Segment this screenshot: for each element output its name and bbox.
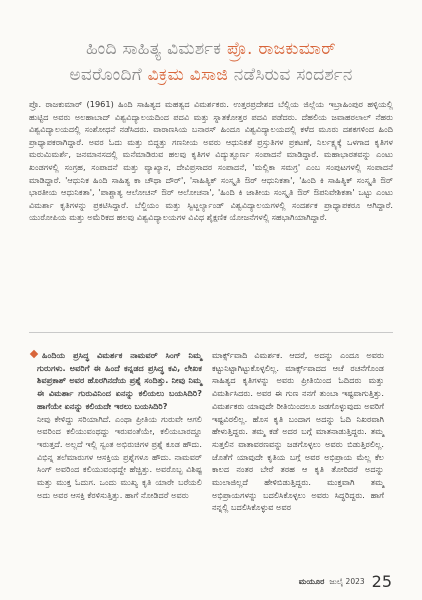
left-column xyxy=(37,349,202,501)
answer-left-text: ನೀವು ಕೇಳಿದ್ದು ಸರಿಯಾಗಿದೆ. ಎಂಥಾ ಪ್ರೀತಿಯ ಗುರುವೇ ಆಗಲಿ ಅವರಿಂದ ಕಲಿಯುವಂಥದ್ದು ಇರುವಂತೆಯೇ, ಕಲಿಯಬಾರದ್ದೂ ಇರುತ್ತದೆ. ಅಲ್ಲದೆ ಇಲ್ಲಿ ಸ್ವಂತ ಅಭಿರುಚಿಗಳ ಪ್ರಶ್ನೆ ಕೂಡ ಹೌದು. ವಿಭಿನ್ನ ತಲೆಮಾರುಗಳ ಆಸಕ್ತಿಯ ಪ್ರಶ್ನೆಗಳೂ ಹೌದು. ನಾಮವರ್ ಸಿಂಗ್ ಅವರಿಂದ ಕಲಿಯುವಂಥದ್ದೇ ಹೆಚ್ಚಿತ್ತು. ಅವರೊಬ್ಬ ವಿಶಿಷ್ಟ ಮತ್ತು ಮುಕ್ತ ಓದುಗ. ಒಂದು ಮುಖ್ಯ ಕೃತಿ ಯಾರೇ ಬರೆಯಲಿ ಅದು ಅವರ ಆಸಕ್ತಿ ಕೆರಳಿಸುತ್ತಿತ್ತು. ಹಾಗೆ ನೋಡಿದರೆ ಅವರು xyxy=(37,413,202,500)
title-line-2-prefix: ಅವರೊಂದಿಗೆ xyxy=(69,65,148,85)
question-text: ಹಿಂದಿಯ ಪ್ರಸಿದ್ಧ ವಿಮರ್ಶಕ ನಾಮವರ್ ಸಿಂಗ್ ನಿಮ್ಮ ಗುರುಗಳು. ಅವರಿಗೆ ಈ ಹಿಂದೆ ಕನ್ನಡದ ಪ್ರಸಿದ್ಧ ಕವಿ, ಲೇಖಕ ಶಿವಪ್ರಕಾಶ್ ಅವರ ಹೊರಗಿನದೆಯ ಪ್ರಶ್ನೆ ಸಂದಿತ್ತು. ನೀವು ನಿಮ್ಮ ಈ ವಿಮರ್ಶಾ ಗುರುವಿನಿಂದ ಏನನ್ನು ಕಲಿಯಲು ಬಯಸಿದಿರಿ? ಹಾಗೆಯೇ ಏನನ್ನು ಕಲಿಯದೇ ಇರಲು ಬಯಸಿದಿರಿ? xyxy=(37,350,202,411)
diamond-bullet-icon xyxy=(30,350,38,358)
issue-date: ಜುಲೈ 2023 xyxy=(329,577,365,586)
page-number: 25 xyxy=(371,572,392,591)
answer-right-text: ಮಾರ್ಕ್ಸ್‌ವಾದಿ ವಿಮರ್ಶಕ. ಆದರೆ, ಅದನ್ನು ಎಂದೂ ಅವರು ಕಟ್ಟುನಿಟ್ಟಾಗಿಟ್ಟುಕೊಳ್ಳಲಿಲ್ಲ. ಮಾರ್ಕ್ಸ್‌ವಾದದ ಆಚೆ ರಚನೆಗೊಂಡ ಸಾಹಿತ್ಯದ ಕೃತಿಗಳನ್ನು ಅವರು ಪ್ರೀತಿಯಿಂದ ಓದಿದರು ಮತ್ತು ವಿಮರ್ಶಿಸಿದರು. ಅವರ ಈ ಗುಣ ನನಗೆ ತುಂಬಾ ಇಷ್ಟವಾಗುತ್ತಿತ್ತು. ವಿಮರ್ಶಕರು ಯಾವುದೇ ರೀತಿಯಿಂದಲೂ ಜಡಗೊಳ್ಳುವುದು ಅವರಿಗೆ ಇಷ್ಟವಿರಲಿಲ್ಲ. ಹೊಸ ಕೃತಿ ಬಂದಾಗ ಅದನ್ನು ಓದಿ ನಿಖರವಾಗಿ ಹೇಳುತ್ತಿದ್ದರು. ತಮ್ಮ ಕಡೆ ಅದರ ಬಗ್ಗೆ ಮಾತನಾಡುತ್ತಿದ್ದರು. ತಮ್ಮ ಸುತ್ತಲಿನ ವಾತಾವರಣವನ್ನು ಜಡಗೊಳ್ಳಲು ಅವರು ಬಿಡುತ್ತಿರಲಿಲ್ಲ. ಜೊತೆಗೆ ಯಾವುದೇ ಕೃತಿಯ ಬಗ್ಗೆ ಅವರ ಅಭಿಪ್ರಾಯ ಮೆಲ್ಲ ಕೆಲ ಕಾಲದ ನಂತರ ಬೇರೆ ತರಹ ಆ ಕೃತಿ ತೋರಿದರೆ ಅದನ್ನು ಮುಲಾಜಿಲ್ಲದೆ ಹೇಳಿಬಿಡುತ್ತಿದ್ದರು. ಮುಕ್ತವಾಗಿ ತಮ್ಮ ಅಭಿಪ್ರಾಯಗಳನ್ನು ಬದಲಿಸಿಕೊಳ್ಳಲು ಅವರು ಸಿದ್ಧರಿದ್ದರು. ಹಾಗೆ ನನ್ನಲ್ಲಿ ಬದಲಿಸಿಕೊಳ್ಳುವ ಅವರ xyxy=(212,350,384,513)
magazine-name: ಮಯೂರ xyxy=(298,577,325,586)
interview-question xyxy=(37,349,202,413)
title-line-1 xyxy=(18,36,404,62)
title-line-2-suffix: ನಡೆಸಿರುವ ಸಂದರ್ಶನ xyxy=(228,65,353,85)
section-divider xyxy=(29,332,393,333)
article-title xyxy=(18,36,404,88)
title-line-1-prefix: ಹಿಂದಿ ಸಾಹಿತ್ಯ ವಿಮರ್ಶಕ xyxy=(85,39,227,59)
page-footer xyxy=(299,574,392,590)
intro-paragraph: ಪ್ರೊ. ರಾಜಕುಮಾರ್ (1961) ಹಿಂದಿ ಸಾಹಿತ್ಯದ ಮಹತ್ವದ ವಿಮರ್ಶಕರು. ಉತ್ತರಪ್ರದೇಶದ ಬೆಲ್ಲಿಯ ಜಿಲ್ಲೆಯ ಇಬ್ರಾಹಿಂಪುರ ಹಳ್ಳಿಯಲ್ಲಿ ಹುಟ್ಟಿದ ಅವರು ಅಲಹಾಬಾದ್ ವಿಶ್ವವಿದ್ಯಾಲಯದಿಂದ ಪದವಿ ಮತ್ತು ಸ್ನಾತಕೋತ್ತರ ಪದವಿ ಪಡೆದರು. ದೆಹಲಿಯ ಜವಾಹರಲಾಲ್ ನೆಹರು ವಿಶ್ವವಿದ್ಯಾಲಯದಲ್ಲಿ ಸಂಶೋಧನೆ ನಡೆಸಿದರು. ವಾರಾಣಸಿಯ ಬನಾರಸ್ ಹಿಂದೂ ವಿಶ್ವವಿದ್ಯಾಲಯದಲ್ಲಿ ಕಳೆದ ಮೂರು ದಶಕಗಳಿಂದ ಹಿಂದಿ ಪ್ರಾಧ್ಯಾಪಕರಾಗಿದ್ದಾರೆ. ಅವರ ಓದು ಮತ್ತು ಬಿದ್ಧತ್ತು ಗಣನೀಯ ಅವರು ಆಧುನಿಕತೆ ಪ್ರಸ್ತುತಿಗಳ ಪ್ರಕಟಣೆ, ನಿರ್ಲಕ್ಷ್ಯಕ್ಕೆ ಒಳಗಾದ ಕೃತಿಗಳ ಮರುಮಿಮರ್ಶೆ, ಜನಮಾನಸದಲ್ಲಿ ಮನೆಮಾಡಿರುವ ಹಲವು ಕೃತಿಗಳ ವಿದ್ಯುತ್ಪೂರ್ಣ ಸಂಪಾದನೆ ಮಾಡಿದ್ದಾರೆ. ಮಹಾಭಾರತವನ್ನು ಎಂಟು ಖಂಡಗಳಲ್ಲಿ ಸಂಗ್ರಹ, ಸಂಪಾದನೆ ಮತ್ತು ವ್ಯಾಖ್ಯಾನ, ದೇವಿಪ್ರಸಾದರ ಸಂಪಾದನೆ, 'ಮಲ್ಲಿಕಾ ಸಮಗ್ರ' ಎಂಬ ಸಂಪುಟಗಳಲ್ಲಿ ಸಂಪಾದನೆ ಮಾಡಿದ್ದಾರೆ. 'ಆಧುನಿಕ ಹಿಂದಿ ಸಾಹಿತ್ಯ ಕಾ ಚೌಥಾ ದೌರ್', 'ಸಾಹಿತ್ಯಿಕ್ ಸಂಸ್ಕೃತಿ ಔರ್ ಆಧುನಿಕತಾ', 'ಹಿಂದಿ ಕಿ ಸಾಹಿತ್ಯಿಕ್ ಸಂಸ್ಕೃತಿ ಔರ್ ಭಾರತೀಯ ಆಧುನಿಕತಾ', 'ಪಾಶ್ಚಾತ್ಯ ಆಲೋಚನ್ ಔರ್ ಆಲೋಚನಾ', 'ಹಿಂದಿ ಕಿ ಜಾತೀಯ ಸಂಸ್ಕೃತಿ ಔರ್ ಔಪನಿವೇಶಿಕತಾ' ಒಟ್ಟು ಎಂಟು ವಿಮರ್ಶಾ ಕೃತಿಗಳನ್ನು ಪ್ರಕಟಿಸಿದ್ದಾರೆ. ಬೆಲ್ಜಿಯಂ ಮತ್ತು ಸ್ವಿಟ್ಜರ್ಲ್ಯಾಂಡ್ ವಿಶ್ವವಿದ್ಯಾಲಯಗಳಲ್ಲಿ ಸಂದರ್ಶಕ ಪ್ರಾಧ್ಯಾಪಕರೂ ಆಗಿದ್ದಾರೆ. ಯುರೋಪಿಯ ಮತ್ತು ಅಮೆರಿಕದ ಹಲವು ವಿಶ್ವವಿದ್ಯಾಲಯಗಳ ವಿವಿಧ ಶೈಕ್ಷಣಿಕ ಯೋಜನೆಗಳಲ್ಲಿ ಸಹಭಾಗಿಯಾಗಿದ್ದಾರೆ. xyxy=(29,99,393,223)
title-line-2-highlight: ವಿಕ್ರಮ ವಿಸಾಜಿ xyxy=(147,65,229,85)
title-line-2 xyxy=(18,62,404,88)
right-column xyxy=(212,349,384,514)
title-line-1-highlight: ಪ್ರೊ. ರಾಜಕುಮಾರ್ xyxy=(226,39,337,59)
